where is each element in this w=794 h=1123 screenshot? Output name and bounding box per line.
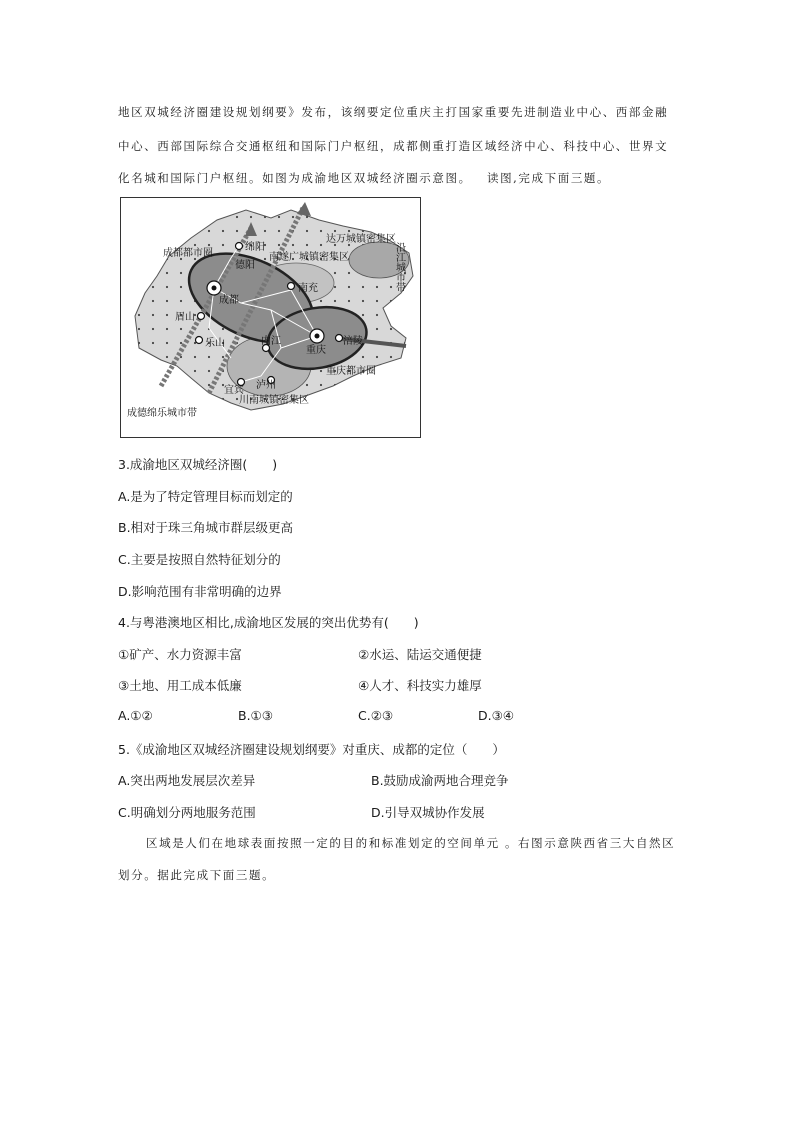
outro-line-2: 划分。据此完成下面三题。 bbox=[118, 868, 276, 882]
q5-option-a: A.突出两地发展层次差异 bbox=[118, 773, 256, 788]
intro-line-1: 地区双城经济圈建设规划纲要》发布，该纲要定位重庆主打国家重要先进制造业中心、西部金融 bbox=[118, 105, 669, 119]
map-svg bbox=[121, 198, 420, 437]
label-chengdu-circle: 成都都市圈 bbox=[163, 248, 213, 259]
q5-option-d: D.引导双城协作发展 bbox=[371, 805, 485, 820]
label-chengdu: 成都 bbox=[219, 295, 239, 306]
fuling-marker bbox=[336, 335, 343, 342]
label-deyang: 德阳 bbox=[235, 260, 255, 271]
label-leshan: 乐山 bbox=[205, 338, 225, 349]
meishan-marker bbox=[198, 313, 205, 320]
mianyang-marker bbox=[236, 243, 243, 250]
label-yibin: 宜宾 bbox=[224, 385, 244, 396]
chengyu-map-figure bbox=[120, 197, 421, 438]
q4-option-d: D.③④ bbox=[478, 708, 515, 723]
q4-option-b: B.①③ bbox=[238, 708, 273, 723]
label-yanjiang: 沿江城市带 bbox=[393, 242, 405, 292]
q4-stem: 4.与粤港澳地区相比,成渝地区发展的突出优势有( ) bbox=[118, 615, 419, 630]
label-chongqing-circle: 重庆都市圈 bbox=[326, 366, 376, 377]
label-chengdeyu: 成德绵乐城市带 bbox=[127, 408, 197, 419]
label-fuling: 涪陵 bbox=[343, 336, 363, 347]
label-chongqing: 重庆 bbox=[306, 345, 326, 356]
q5-option-b: B.鼓励成渝两地合理竞争 bbox=[371, 773, 509, 788]
intro-line-3b: 读图,完成下面三题。 bbox=[486, 171, 611, 185]
q3-option-a: A.是为了特定管理目标而划定的 bbox=[118, 489, 293, 504]
q3-stem: 3.成渝地区双城经济圈( ) bbox=[118, 457, 278, 472]
q3-option-b: B.相对于珠三角城市群层级更高 bbox=[118, 520, 294, 535]
label-meishan: 眉山 bbox=[175, 312, 195, 323]
label-chuannan: 川南城镇密集区 bbox=[239, 395, 309, 406]
q4-item-3: ③土地、用工成本低廉 bbox=[118, 678, 242, 693]
label-luzhou: 泸州 bbox=[256, 380, 276, 391]
nanchong-marker bbox=[288, 283, 295, 290]
q4-option-c: C.②③ bbox=[358, 708, 394, 723]
q4-option-a: A.①② bbox=[118, 708, 153, 723]
intro-line-3a: 化名城和国际门户枢纽。如图为成渝地区双城经济圈示意图。 bbox=[118, 171, 472, 185]
intro-line-2: 中心、西部国际综合交通枢纽和国际门户枢纽，成都侧重打造区域经济中心、科技中心、世界文 bbox=[118, 139, 669, 153]
label-mianyang: 绵阳 bbox=[245, 242, 265, 253]
q5-stem: 5.《成渝地区双城经济圈建设规划纲要》对重庆、成都的定位（ ） bbox=[118, 742, 505, 757]
q3-option-d: D.影响范围有非常明确的边界 bbox=[118, 584, 282, 599]
q4-item-1: ①矿产、水力资源丰富 bbox=[118, 647, 242, 662]
q4-item-4: ④人才、科技实力雄厚 bbox=[358, 678, 482, 693]
label-neijiang: 内江 bbox=[261, 336, 281, 347]
label-nanchong: 南充 bbox=[298, 283, 318, 294]
q5-option-c: C.明确划分两地服务范围 bbox=[118, 805, 256, 820]
label-dawan: 达万城镇密集区 bbox=[326, 234, 396, 245]
q3-option-c: C.主要是按照自然特征划分的 bbox=[118, 552, 281, 567]
leshan-marker bbox=[196, 337, 203, 344]
intro-line-3 bbox=[118, 170, 610, 186]
q4-item-2: ②水运、陆运交通便捷 bbox=[358, 647, 482, 662]
outro-line-1: 区域是人们在地球表面按照一定的目的和标准划定的空间单元 。右图示意陕西省三大自然区 bbox=[146, 836, 676, 850]
label-nansui: 南遂广城镇密集区 bbox=[269, 252, 349, 263]
